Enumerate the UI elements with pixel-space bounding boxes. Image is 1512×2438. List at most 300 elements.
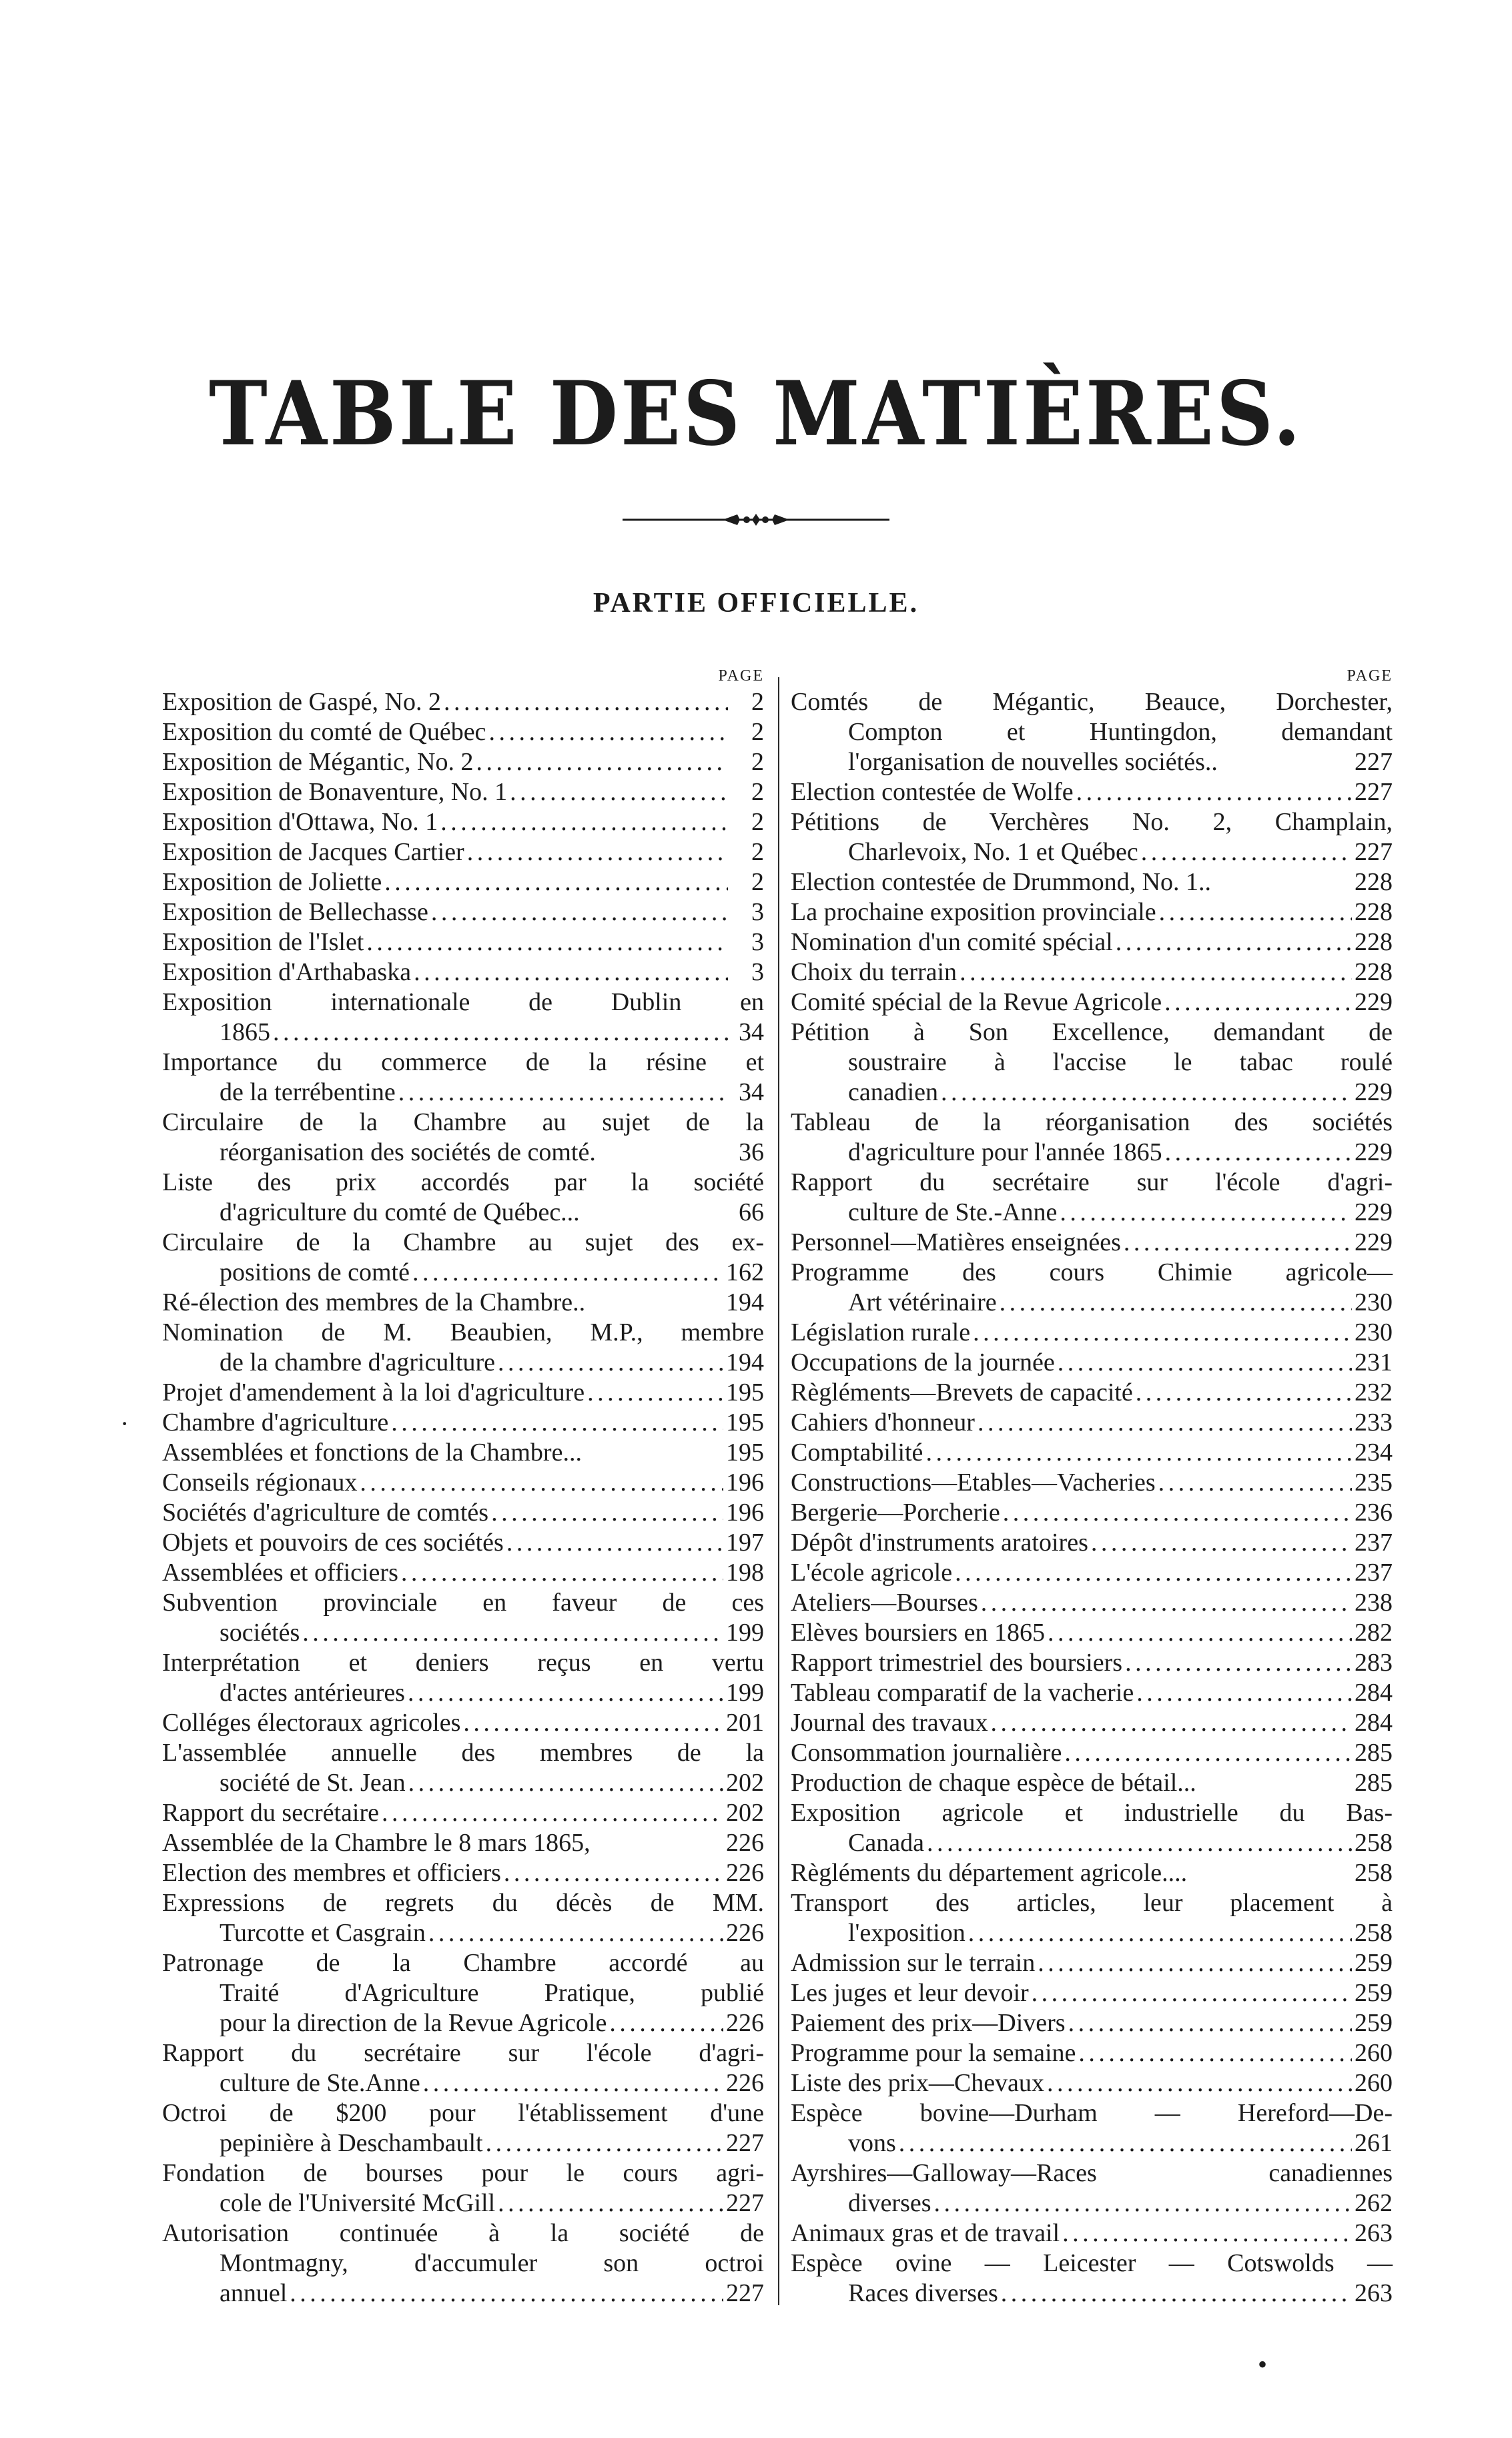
toc-entry-text: Conseils régionaux (162, 1469, 358, 1497)
toc-entry-text: réorganisation des sociétés de comté. (220, 1138, 596, 1166)
toc-page-number: 195 (726, 1408, 764, 1437)
toc-entry (162, 897, 764, 927)
toc-entry (162, 837, 764, 867)
toc-entry (162, 1888, 764, 1948)
toc-leader-dots (1159, 897, 1352, 927)
toc-page-number: 202 (726, 1799, 764, 1827)
toc-leader-dots (941, 1078, 1352, 1108)
toc-leader-dots (408, 1678, 723, 1708)
toc-entry (162, 1468, 764, 1498)
toc-entry-text: Exposition de Mégantic, No. 2 (162, 748, 474, 776)
toc-entry-text: Canada (848, 1829, 924, 1857)
toc-leader-dots (498, 1348, 723, 1378)
toc-entry-text: Pétition à Son Excellence, demandant de (791, 1018, 1393, 1046)
toc-entry-text: positions de comté (220, 1258, 410, 1286)
toc-entry-text: Circulaire de la Chambre au sujet des ex- (162, 1228, 764, 1256)
toc-leader-dots (1060, 1198, 1352, 1228)
toc-entry-text: L'école agricole (791, 1559, 953, 1587)
toc-entry-text: Projet d'amendement à la loi d'agriculture (162, 1378, 585, 1406)
toc-entry-text: de la chambre d'agriculture (220, 1348, 496, 1376)
toc-list-left (162, 687, 764, 2309)
title-ornament (623, 511, 889, 528)
toc-entry-text: Objets et pouvoirs de ces sociétés (162, 1529, 504, 1557)
toc-page-number: 258 (1355, 1859, 1393, 1887)
toc-entry (162, 1378, 764, 1408)
toc-entry (791, 1618, 1393, 1648)
toc-page-number: 228 (1355, 868, 1393, 896)
toc-entry-text: Art vétérinaire (848, 1288, 997, 1316)
toc-page-number: 34 (739, 1078, 764, 1106)
toc-entry-text: Paiement des prix—Divers (791, 2009, 1066, 2037)
toc-entry-text: Occupations de la journée (791, 1348, 1055, 1376)
toc-page-number: 2 (751, 748, 764, 776)
toc-entry-text: La prochaine exposition provinciale (791, 898, 1156, 926)
toc-page-number: 2 (751, 778, 764, 806)
toc-entry (791, 927, 1393, 957)
toc-entry-text: diverses (848, 2189, 931, 2217)
toc-entry (162, 1498, 764, 1528)
toc-leader-dots (428, 1918, 723, 1948)
toc-list-right (791, 687, 1393, 2309)
toc-leader-dots (968, 1918, 1352, 1948)
toc-leader-dots (1062, 2218, 1352, 2249)
toc-entry-text: cole de l'Université McGill (220, 2189, 496, 2217)
toc-leader-dots (1141, 837, 1352, 867)
toc-leader-dots (1091, 1528, 1352, 1558)
toc-entry-text: Programme des cours Chimie agricole— (791, 1258, 1393, 1286)
toc-page-number: 261 (1355, 2129, 1393, 2157)
toc-entry-text: Production de chaque espèce de bétail... (791, 1769, 1196, 1797)
toc-leader-dots (1124, 1228, 1352, 1258)
toc-page-number: 198 (726, 1559, 764, 1587)
toc-entry-text: Sociétés d'agriculture de comtés (162, 1499, 489, 1527)
toc-entry-text: Autorisation continuée à la société de (162, 2219, 764, 2247)
toc-page-number: 195 (726, 1378, 764, 1406)
toc-entry-text: Octroi de $200 pour l'établissement d'une (162, 2099, 764, 2127)
toc-page-number: 285 (1355, 1739, 1393, 1767)
toc-leader-dots (990, 1708, 1352, 1738)
toc-entry-text: Exposition de Joliette (162, 868, 382, 896)
toc-entry-text: d'agriculture pour l'année 1865 (848, 1138, 1162, 1166)
toc-entry-text: société de St. Jean (220, 1769, 406, 1797)
toc-leader-dots (476, 747, 728, 777)
toc-entry (162, 1168, 764, 1228)
toc-leader-dots (1164, 987, 1352, 1018)
toc-leader-dots (1116, 927, 1352, 957)
toc-entry (162, 1708, 764, 1738)
toc-entry (162, 1408, 764, 1438)
toc-page-number: 3 (751, 928, 764, 956)
toc-entry (162, 2098, 764, 2158)
toc-entry (791, 1468, 1393, 1498)
toc-entry (791, 1888, 1393, 1948)
toc-page-number: 2 (751, 808, 764, 836)
toc-page-number: 196 (726, 1499, 764, 1527)
toc-entry-text: Turcotte et Casgrain (220, 1919, 426, 1947)
toc-leader-dots (1136, 1378, 1352, 1408)
toc-entry-text: Législation rurale (791, 1318, 971, 1346)
toc-page-number: 227 (726, 2189, 764, 2217)
toc-entry (791, 1168, 1393, 1228)
toc-entry (791, 1588, 1393, 1618)
toc-leader-dots (504, 1858, 723, 1888)
toc-entry-text: Liste des prix—Chevaux (791, 2069, 1044, 2097)
toc-leader-dots (609, 2008, 723, 2038)
toc-page-number: 195 (726, 1439, 764, 1467)
toc-entry-text: Constructions—Etables—Vacheries (791, 1469, 1156, 1497)
toc-entry-text: Interprétation et deniers reçus en vertu (162, 1649, 764, 1677)
toc-leader-dots (981, 1588, 1352, 1618)
toc-entry (791, 1648, 1393, 1678)
toc-entry-text: Comité spécial de la Revue Agricole (791, 988, 1162, 1016)
toc-entry-text: Transport des articles, leur placement à (791, 1889, 1393, 1917)
toc-entry-text: Rapport du secrétaire sur l'école d'agri- (791, 1168, 1393, 1196)
page-column-header-left: PAGE (718, 667, 764, 685)
toc-entry-text: Espèce ovine — Leicester — Cotswolds — (791, 2249, 1393, 2277)
toc-entry (791, 867, 1393, 897)
toc-entry (162, 1318, 764, 1378)
toc-page-number: 3 (751, 958, 764, 986)
toc-entry (162, 687, 764, 717)
toc-entry-text: Animaux gras et de travail (791, 2219, 1060, 2247)
toc-page-number: 229 (1355, 1228, 1393, 1256)
toc-entry-text: Journal des travaux (791, 1709, 988, 1737)
toc-entry (791, 1108, 1393, 1168)
toc-column-left (162, 667, 764, 2309)
toc-page-number: 194 (726, 1288, 764, 1316)
toc-page-number: 3 (751, 898, 764, 926)
toc-page-number: 226 (726, 2069, 764, 2097)
toc-page-number: 259 (1355, 1979, 1393, 2007)
toc-entry-text: l'organisation de nouvelles sociétés.. (848, 748, 1218, 776)
toc-leader-dots (1078, 2038, 1352, 2068)
toc-leader-dots (934, 2188, 1352, 2218)
toc-entry-text: Chambre d'agriculture (162, 1408, 389, 1437)
toc-entry-text: pepinière à Deschambault (220, 2129, 483, 2157)
toc-entry (791, 987, 1393, 1018)
toc-entry-text: Exposition d'Ottawa, No. 1 (162, 808, 438, 836)
toc-page-number: 228 (1355, 928, 1393, 956)
toc-entry (162, 987, 764, 1048)
toc-leader-dots (1125, 1648, 1352, 1678)
toc-entry-text: Assemblées et fonctions de la Chambre... (162, 1439, 582, 1467)
toc-entry (791, 2068, 1393, 2098)
toc-entry-text: Exposition du comté de Québec (162, 718, 486, 746)
toc-entry-text: Exposition de Bonaventure, No. 1 (162, 778, 508, 806)
toc-entry-text: Rapport du secrétaire (162, 1799, 379, 1827)
toc-leader-dots (1064, 1738, 1352, 1768)
toc-page-number: 227 (1355, 778, 1393, 806)
toc-page-number: 284 (1355, 1679, 1393, 1707)
toc-leader-dots (444, 687, 728, 717)
toc-entry (162, 1558, 764, 1588)
toc-entry-text: Election des membres et officiers (162, 1859, 501, 1887)
toc-page-number: 34 (739, 1018, 764, 1046)
toc-entry (791, 2249, 1393, 2309)
toc-page-number: 233 (1355, 1408, 1393, 1437)
toc-entry-text: de la terrébentine (220, 1078, 396, 1106)
toc-entry-text: Patronage de la Chambre accordé au (162, 1949, 764, 1977)
toc-entry (791, 1678, 1393, 1708)
margin-mark: · (120, 1408, 129, 1439)
toc-entry-text: culture de Ste.Anne (220, 2069, 420, 2097)
toc-entry (791, 2098, 1393, 2158)
toc-entry-text: Circulaire de la Chambre au sujet de la (162, 1108, 764, 1136)
toc-entry (791, 1228, 1393, 1258)
toc-entry (791, 1768, 1393, 1798)
toc-entry-text: Personnel—Matières enseignées (791, 1228, 1121, 1256)
toc-entry-text: Rapport du secrétaire sur l'école d'agri- (162, 2039, 764, 2067)
toc-leader-dots (431, 897, 728, 927)
toc-entry-text: Election contestée de Drummond, No. 1.. (791, 868, 1212, 896)
toc-entry-text: Exposition d'Arthabaska (162, 958, 412, 986)
toc-entry (791, 1528, 1393, 1558)
toc-leader-dots (955, 1558, 1352, 1588)
toc-leader-dots (510, 777, 728, 807)
toc-entry (162, 717, 764, 747)
toc-page-number: 36 (739, 1138, 764, 1166)
toc-entry (791, 1558, 1393, 1588)
toc-entry (791, 1858, 1393, 1888)
toc-page-number: 236 (1355, 1499, 1393, 1527)
toc-page-number: 234 (1355, 1439, 1393, 1467)
toc-leader-dots (1165, 1138, 1352, 1168)
toc-page-number: 227 (1355, 748, 1393, 776)
toc-entry (162, 1828, 764, 1858)
toc-leader-dots (498, 2188, 723, 2218)
section-subtitle: PARTIE OFFICIELLE. (593, 588, 919, 619)
toc-page-number: 2 (751, 718, 764, 746)
toc-page-number: 259 (1355, 2009, 1393, 2037)
toc-page-number: 232 (1355, 1378, 1393, 1406)
toc-entry (791, 1498, 1393, 1528)
toc-leader-dots (463, 1708, 723, 1738)
toc-entry-text: Traité d'Agriculture Pratique, publié (220, 1979, 764, 2007)
toc-entry (162, 1438, 764, 1468)
toc-entry-text: 1865 (220, 1018, 270, 1046)
toc-page-number: 226 (726, 1919, 764, 1947)
toc-leader-dots (491, 1498, 723, 1528)
toc-leader-dots (408, 1768, 723, 1798)
toc-entry-text: Admission sur le terrain (791, 1949, 1036, 1977)
toc-page-number: 259 (1355, 1949, 1393, 1977)
toc-entry (162, 2038, 764, 2098)
toc-entry-text: Les juges et leur devoir (791, 1979, 1029, 2007)
toc-page-number: 2 (751, 838, 764, 866)
toc-entry-text: sociétés (220, 1619, 300, 1647)
toc-entry-text: Elèves boursiers en 1865 (791, 1619, 1045, 1647)
toc-entry-text: Nomination d'un comité spécial (791, 928, 1113, 956)
toc-entry (791, 2218, 1393, 2249)
toc-entry-text: Fondation de bourses pour le cours agri- (162, 2159, 764, 2187)
toc-leader-dots (1068, 2008, 1352, 2038)
toc-page-number: 283 (1355, 1649, 1393, 1677)
page-title: TABLE DES MATIÈRES. (209, 361, 1303, 466)
margin-mark: • (1258, 2349, 1268, 2379)
toc-leader-dots (1001, 2279, 1352, 2309)
toc-page-number: 230 (1355, 1288, 1393, 1316)
toc-leader-dots (302, 1618, 723, 1648)
toc-entry-text: Expressions de regrets du décès de MM. (162, 1889, 764, 1917)
toc-entry (791, 1378, 1393, 1408)
toc-entry (162, 1858, 764, 1888)
toc-entry-text: Règléments du département agricole.... (791, 1859, 1188, 1887)
toc-entry (162, 1048, 764, 1108)
toc-entry-text: Montmagny, d'accumuler son octroi (220, 2249, 764, 2277)
toc-leader-dots (1000, 1288, 1352, 1318)
toc-entry-text: d'actes antérieures (220, 1679, 405, 1707)
toc-page-number: 238 (1355, 1589, 1393, 1617)
toc-entry-text: canadien (848, 1078, 939, 1106)
toc-page-number: 262 (1355, 2189, 1393, 2217)
toc-entry-text: Assemblées et officiers (162, 1559, 398, 1587)
toc-page-number: 285 (1355, 1769, 1393, 1797)
toc-leader-dots (1058, 1348, 1352, 1378)
toc-page-number: 228 (1355, 958, 1393, 986)
toc-entry (791, 2158, 1393, 2218)
toc-leader-dots (391, 1408, 723, 1438)
toc-page-number: 263 (1355, 2219, 1393, 2247)
toc-page-number: 229 (1355, 988, 1393, 1016)
toc-entry-text: Cahiers d'honneur (791, 1408, 975, 1437)
toc-entry (162, 1948, 764, 2038)
toc-leader-dots (960, 957, 1352, 987)
toc-entry (162, 1648, 764, 1708)
toc-page-number: 231 (1355, 1348, 1393, 1376)
toc-entry-text: Consommation journalière (791, 1739, 1062, 1767)
toc-leader-dots (1158, 1468, 1352, 1498)
toc-page-number: 199 (726, 1619, 764, 1647)
toc-entry-text: Subvention provinciale en faveur de ces (162, 1589, 764, 1617)
toc-leader-dots (366, 927, 728, 957)
toc-leader-dots (398, 1078, 728, 1108)
toc-entry (791, 1948, 1393, 1978)
toc-entry-text: Assemblée de la Chambre le 8 mars 1865, (162, 1829, 591, 1857)
toc-page-number: 201 (726, 1709, 764, 1737)
toc-leader-dots (412, 1258, 723, 1288)
toc-entry-text: Espèce bovine—Durham — Hereford—De- (791, 2099, 1393, 2127)
toc-entry (162, 777, 764, 807)
toc-leader-dots (440, 807, 728, 837)
toc-entry (791, 807, 1393, 867)
toc-page-number: 284 (1355, 1709, 1393, 1737)
toc-entry (791, 2008, 1393, 2038)
toc-entry-text: Exposition internationale de Dublin en (162, 988, 764, 1016)
toc-entry-text: vons (848, 2129, 896, 2157)
toc-leader-dots (423, 2068, 723, 2098)
toc-page-number: 229 (1355, 1138, 1393, 1166)
toc-leader-dots (290, 2279, 723, 2309)
toc-page-number: 227 (726, 2129, 764, 2157)
toc-page-number: 229 (1355, 1198, 1393, 1226)
toc-leader-dots (467, 837, 728, 867)
toc-entry-text: Ré-élection des membres de la Chambre.. (162, 1288, 586, 1316)
toc-entry (791, 1438, 1393, 1468)
toc-page-number: 197 (726, 1529, 764, 1557)
toc-entry-text: Programme pour la semaine (791, 2039, 1076, 2067)
toc-entry (162, 2218, 764, 2309)
toc-entry-text: Comptabilité (791, 1439, 923, 1467)
toc-entry (791, 957, 1393, 987)
toc-leader-dots (414, 957, 728, 987)
toc-entry-text: Races diverses (848, 2279, 998, 2307)
toc-leader-dots (488, 717, 728, 747)
toc-leader-dots (360, 1468, 723, 1498)
toc-entry (791, 777, 1393, 807)
toc-page-number: 260 (1355, 2039, 1393, 2067)
toc-entry (791, 1018, 1393, 1108)
toc-leader-dots (1038, 1948, 1352, 1978)
toc-leader-dots (927, 1828, 1352, 1858)
toc-entry-text: Comtés de Mégantic, Beauce, Dorchester, (791, 688, 1393, 716)
toc-page-number: 263 (1355, 2279, 1393, 2307)
toc-page-number: 282 (1355, 1619, 1393, 1647)
toc-leader-dots (1076, 777, 1352, 807)
toc-leader-dots (1048, 1618, 1352, 1648)
toc-entry-text: d'agriculture du comté de Québec... (220, 1198, 580, 1226)
toc-page-number: 228 (1355, 898, 1393, 926)
toc-page-number: 227 (1355, 838, 1393, 866)
toc-page-number: 235 (1355, 1469, 1393, 1497)
toc-entry-text: Importance du commerce de la résine et (162, 1048, 764, 1076)
toc-leader-dots (973, 1318, 1352, 1348)
page-column-header-right: PAGE (1347, 667, 1393, 685)
toc-entry (791, 1798, 1393, 1858)
toc-entry (162, 1108, 764, 1168)
toc-leader-dots (587, 1378, 723, 1408)
toc-entry (791, 2038, 1393, 2068)
toc-page-number: 194 (726, 1348, 764, 1376)
toc-entry-text: L'assemblée annuelle des membres de la (162, 1739, 764, 1767)
toc-page-number: 199 (726, 1679, 764, 1707)
toc-entry-text: Compton et Huntingdon, demandant (848, 718, 1393, 746)
toc-entry-text: Election contestée de Wolfe (791, 778, 1074, 806)
toc-entry (791, 1738, 1393, 1768)
toc-leader-dots (382, 1798, 723, 1828)
toc-entry-text: Charlevoix, No. 1 et Québec (848, 838, 1138, 866)
toc-entry-text: Pétitions de Verchères No. 2, Champlain, (791, 808, 1393, 836)
toc-entry-text: Ayrshires—Galloway—Races canadiennes (791, 2159, 1393, 2187)
toc-leader-dots (1136, 1678, 1352, 1708)
toc-entry-text: Rapport trimestriel des boursiers (791, 1649, 1123, 1677)
toc-entry-text: Liste des prix accordés par la société (162, 1168, 764, 1196)
toc-entry (162, 1528, 764, 1558)
toc-entry-text: Tableau comparatif de la vacherie (791, 1679, 1134, 1707)
toc-entry (162, 1228, 764, 1288)
toc-column-right (791, 667, 1393, 2309)
toc-page-number: 230 (1355, 1318, 1393, 1346)
toc-entry (162, 867, 764, 897)
toc-leader-dots (401, 1558, 723, 1588)
toc-entry-text: Exposition de Gaspé, No. 2 (162, 688, 441, 716)
toc-page-number: 226 (726, 2009, 764, 2037)
toc-entry (791, 1708, 1393, 1738)
toc-entry (791, 1258, 1393, 1318)
toc-leader-dots (506, 1528, 723, 1558)
toc-entry (162, 1288, 764, 1318)
toc-page-number: 66 (739, 1198, 764, 1226)
toc-page-number: 258 (1355, 1829, 1393, 1857)
toc-page-number: 258 (1355, 1919, 1393, 1947)
toc-entry-text: Colléges électoraux agricoles (162, 1709, 461, 1737)
toc-entry-text: l'exposition (848, 1919, 966, 1947)
toc-entry-text: Choix du terrain (791, 958, 958, 986)
toc-leader-dots (1032, 1978, 1352, 2008)
toc-entry (162, 1588, 764, 1648)
toc-entry (162, 957, 764, 987)
toc-leader-dots (978, 1408, 1352, 1438)
toc-page-number: 226 (726, 1829, 764, 1857)
